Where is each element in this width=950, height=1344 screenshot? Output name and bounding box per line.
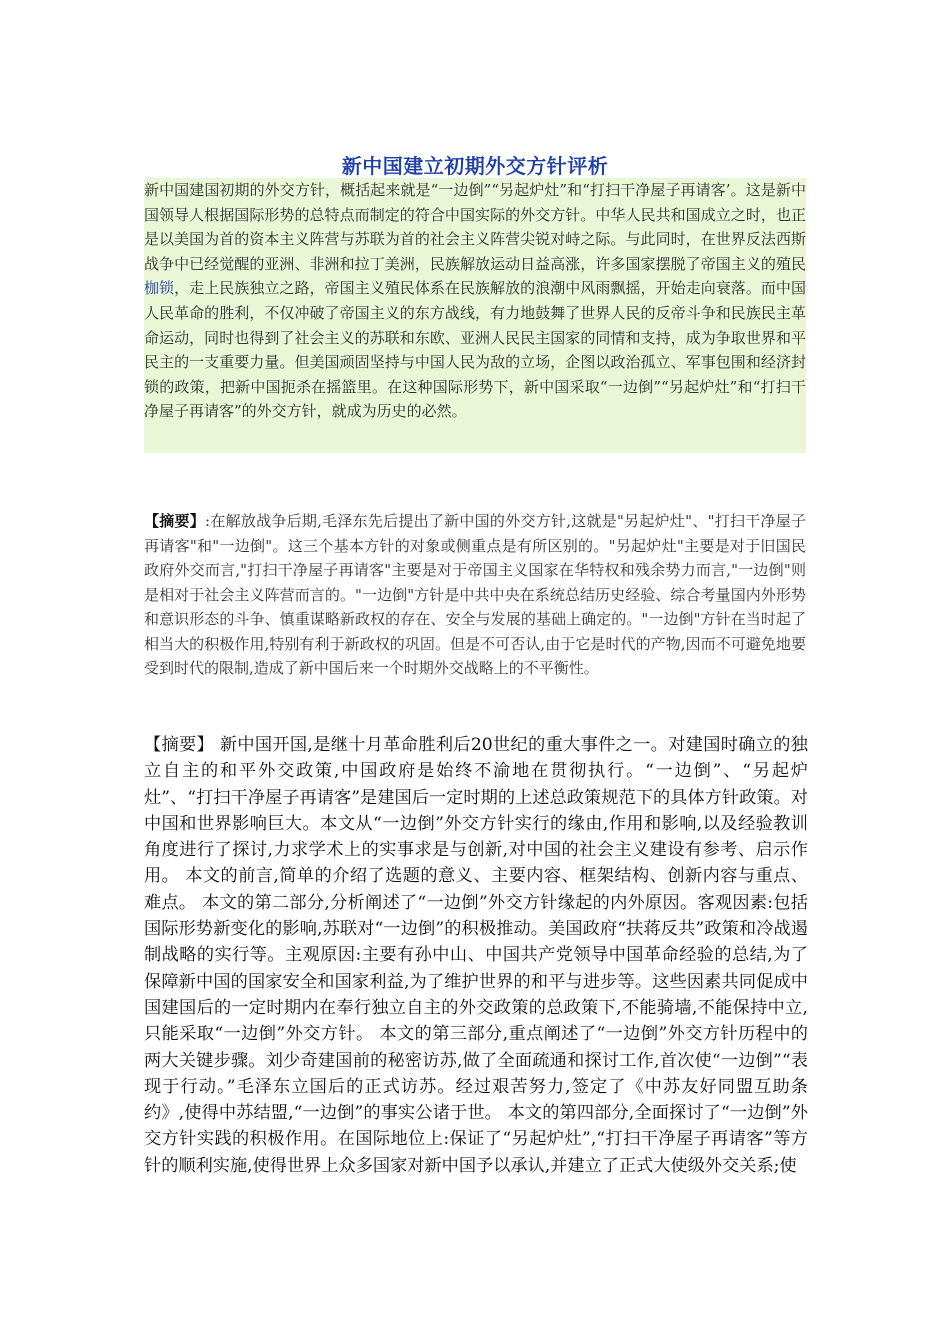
document-title: 新中国建立初期外交方针评析 (341, 154, 609, 178)
abstract-paragraph-2: 【摘要】 新中国开国,是继十月革命胜利后20世纪的重大事件之一。对建国时确立的独立自主的和平外交政策,中国政府是始终不渝地在贯彻执行。“一边倒”、“另起炉灶”、“打扫干净屋子再请客”是建国后一定时期的上述总政策规范下的具体方针政策。对中国和世界影响巨大。本文从“一边倒”外交方针实行的缘由,作用和影响,以及经验教训角度进行了探讨,力求学术上的实事求是与创新,对中国的社会主义建设有参考、启示作用。 本文的前言,简单的介绍了选题的意义、主要内容、框架结构、创新内容与重点、难点。 本文的第二部分,分析阐述了“一边倒”外交方针缘起的内外原因。客观因素:包括国际形势新变化的影响,苏联对“一边倒”的积极推动。美国政府“扶蒋反共”政策和冷战遏制战略的实行等。主观原因:主要有孙中山、中国共产党领导中国革命经验的总结,为了保障新中国的国家安全和国家利益,为了维护世界的和平与进步等。这些因素共同促成中国建国后的一定时期内在奉行独立自主的外交政策的总政策下,不能骑墙,不能保持中立,只能采取“一边倒”外交方针。 本文的第三部分,重点阐述了“一边倒”外交方针历程中的两大关键步骤。刘少奇建国前的秘密访苏,做了全面疏通和探讨工作,首次使“一边倒”“表现于行动。”毛泽东立国后的正式访苏。经过艰苦努力,签定了《中苏友好同盟互助条约》,使得中苏结盟,“一边倒”的事实公诸于世。 本文的第四部分,全面探讨了“一边倒”外交方针实践的积极作用。在国际地位上:保证了“另起炉灶”,“打扫干净屋子再请客”等方针的顺利实施,使得世界上众多国家对新中国予以承认,并建立了正式大使级外交关系;使 (144, 735, 808, 1176)
intro-text-part2: ，走上民族独立之路，帝国主义殖民体系在民族解放的浪潮中风雨飘摇，开始走向衰落。而中国人民革命的胜利，不仅冲破了帝国主义的东方战线，有力地鼓舞了世界人民的反帝斗争和民族民主革命运动，同时也得到了社会主义的苏联和东欧、亚洲人民民主国家的同情和支持，成为争取世界和平民主的一支重要力量。但美国顽固坚持与中国人民为敌的立场，企图以政治孤立、军事包围和经济封锁的政策，把新中国扼杀在摇篮里。在这种国际形势下，新中国采取“一边倒”“另起炉灶”和“打扫干净屋子再请客”的外交方针，就成为历史的必然。 (144, 279, 806, 421)
abstract-1-label: 【摘要】 (144, 512, 206, 530)
abstract-1-text: :在解放战争后期,毛泽东先后提出了新中国的外交方针,这就是"另起炉灶"、"打扫干净屋子再请客"和"一边倒"。这三个基本方针的对象或侧重点是有所区别的。"另起炉灶"主要是对于旧国民政府外交而言,"打扫干净屋子再请客"主要是对于帝国主义国家在华特权和残余势力而言,"一边倒"则是相对于社会主义阵营而言的。"一边倒"方针是中共中央在系统总结历史经验、综合考量国内外形势和意识形态的斗争、慎重谋略新政权的存在、安全与发展的基础上确定的。"一边倒"方针在当时起了相当大的积极作用,特别有利于新政权的巩固。但是不可否认,由于它是时代的产物,因而不可避免地要受到时代的限制,造成了新中国后来一个时期外交战略上的不平衡性。 (144, 512, 806, 677)
intro-link[interactable]: 枷锁 (144, 279, 175, 298)
abstract-paragraph-1 (144, 509, 806, 681)
intro-text-part1: 新中国建国初期的外交方针，概括起来就是“一边倒”“另起炉灶”和“打扫干净屋子再请客’。这是新中国领导人根据国际形势的总特点而制定的符合中国实际的外交方针。中华人民共和国成立之时，也正是以美国为首的资本主义阵营与苏联为首的社会主义阵营尖锐对峙之际。与此同时，在世界反法西斯战争中已经觉醒的亚洲、非洲和拉丁美洲，民族解放运动日益高涨，许多国家摆脱了帝国主义的殖民 (144, 181, 806, 273)
intro-paragraph (144, 178, 806, 453)
